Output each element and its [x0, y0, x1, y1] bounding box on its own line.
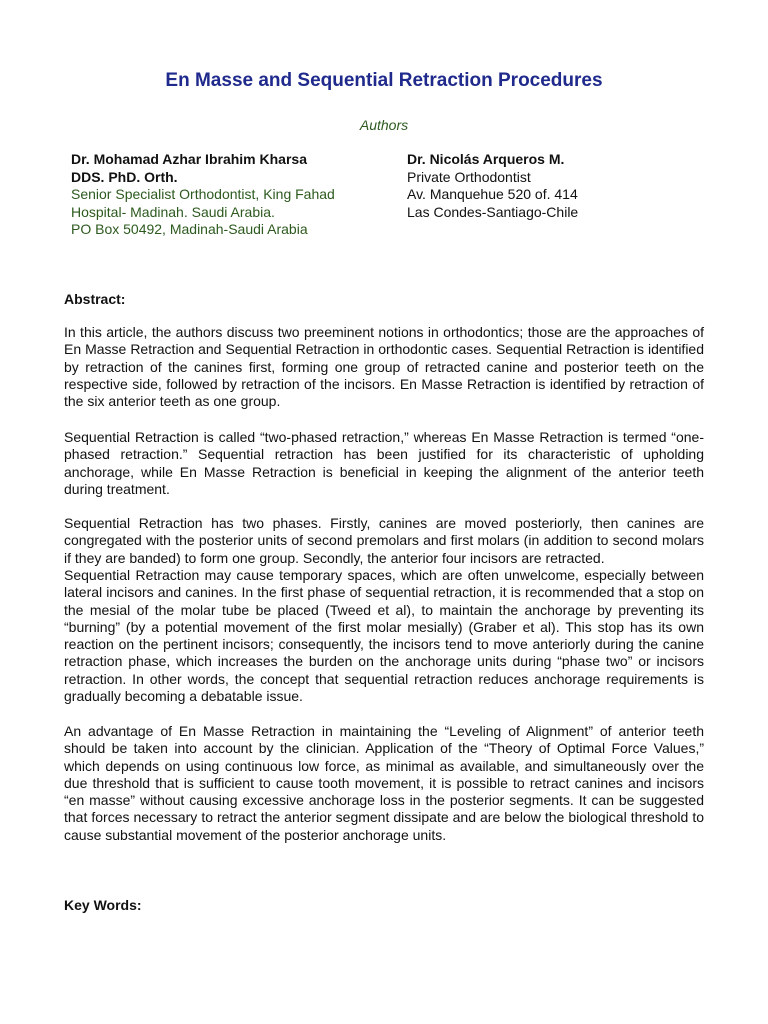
abstract-paragraph-5: An advantage of En Masse Retraction in maintaining the “Leveling of Alignment” of anterior teeth should be taken into account by the clinician. Application of the “Theory of Optimal Force Values,” which depends on using continuous low force, as minimal as available, and simultaneously over the due threshold that is sufficient to cause tooth movement, it is possible to retract canines and incisors “en masse” without causing excessive anchorage loss in the posterior segments. It can be suggested that forces necessary to retract the anterior segment dissipate and are below the biological threshold to cause substantial movement of the posterior anchorage units.	[64, 723, 704, 843]
author-left-name: Dr. Mohamad Azhar Ibrahim Kharsa	[71, 151, 307, 167]
keywords-label: Key Words:	[64, 897, 142, 913]
author-right-name: Dr. Nicolás Arqueros M.	[407, 151, 565, 167]
author-right-block	[407, 151, 727, 221]
author-right-role: Private Orthodontist	[407, 168, 531, 185]
abstract-label: Abstract:	[64, 291, 126, 307]
author-right-address-2: Las Condes-Santiago-Chile	[407, 203, 579, 220]
author-left-degrees: DDS. PhD. Orth.	[71, 168, 178, 185]
author-left-affiliation-2: Hospital- Madinah. Saudi Arabia.	[71, 203, 275, 220]
paper-title: En Masse and Sequential Retraction Procedures	[165, 70, 603, 91]
authors-heading: Authors	[359, 117, 409, 133]
author-left-affiliation-1: Senior Specialist Orthodontist, King Fahad	[71, 186, 335, 202]
author-left-block	[71, 151, 391, 239]
author-left-address: PO Box 50492, Madinah-Saudi Arabia	[71, 221, 308, 237]
abstract-paragraph-2: Sequential Retraction is called “two-phased retraction,” whereas En Masse Retraction is termed “one-phased retraction.” Sequential retraction has been justified for its characteristic of upholding anchorage, while En Masse Retraction is beneficial in keeping the alignment of the anterior teeth during treatment.	[64, 429, 704, 497]
abstract-paragraph-3: Sequential Retraction has two phases. Firstly, canines are moved posteriorly, then canines are congregated with the posterior units of second premolars and first molars (in addition to second molars if they are banded) to form one group. Secondly, the anterior four incisors are retracted.	[64, 515, 704, 566]
author-right-address-1: Av. Manquehue 520 of. 414	[407, 186, 578, 202]
abstract-paragraph-1: In this article, the authors discuss two preeminent notions in orthodontics; those are the approaches of En Masse Retraction and Sequential Retraction in orthodontic cases. Sequential Retraction is identified by retraction of the canines first, forming one group of retracted canine and posterior teeth on the respective side, followed by retraction of the incisors. En Masse Retraction is identified by retraction of the six anterior teeth as one group.	[64, 324, 704, 410]
abstract-paragraph-4: Sequential Retraction may cause temporary spaces, which are often unwelcome, especially between lateral incisors and canines. In the first phase of sequential retraction, it is recommended that a stop on the mesial of the molar tube be placed (Tweed et al), to maintain the anchorage by preventing its “burning” (by a potential movement of the first molar mesially) (Graber et al). This stop has its own reaction on the pertinent incisors; consequently, the incisors tend to move anteriorly during the canine retraction phase, which increases the burden on the anchorage units during “phase two” or incisors retraction. In other words, the concept that sequential retraction reduces anchorage requirements is gradually becoming a debatable issue.	[64, 567, 704, 705]
